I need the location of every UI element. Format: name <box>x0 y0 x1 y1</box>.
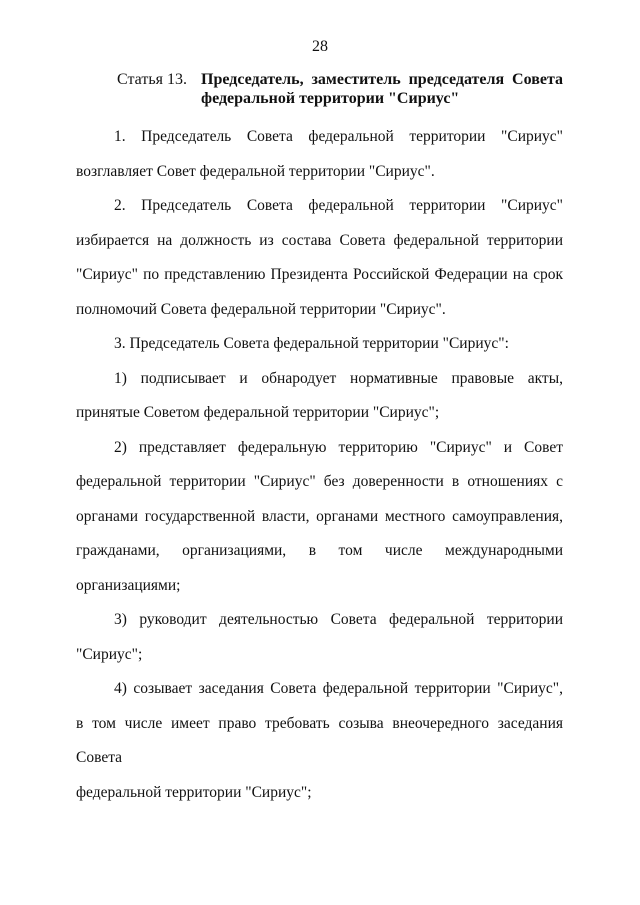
text-line: 3) руководит деятельностью Совета федеральной территории <box>114 611 563 628</box>
paragraph <box>76 327 563 362</box>
list-item <box>76 603 563 672</box>
paragraph <box>76 189 563 327</box>
paragraph <box>76 120 563 189</box>
text-line: 2) представляет федеральную территорию "Сириус" и Совет <box>114 438 563 456</box>
text-line: принятые Советом федеральной территории "Сириус"; <box>76 404 440 421</box>
text-line: федеральной территории "Сириус"; <box>76 783 312 801</box>
article-label: Статья 13. <box>117 71 187 88</box>
article-title-line: Председатель, заместитель председателя Совета <box>201 71 563 88</box>
page-number: 28 <box>312 38 328 55</box>
list-item <box>76 672 563 810</box>
text-line: федеральной территории "Сириус" без доверенности в отношениях с <box>76 473 563 490</box>
text-line: избирается на должность из состава Совета федеральной территории <box>76 231 563 249</box>
text-line: "Сириус" по представлению Президента Российской Федерации на срок <box>76 266 563 283</box>
text-line: "Сириус"; <box>76 645 143 663</box>
text-line: 3. Председатель Совета федеральной территории "Сириус": <box>114 335 509 352</box>
text-line: органами государственной власти, органами местного самоуправления, <box>76 507 563 525</box>
text-line: гражданами, организациями, в том числе международными <box>76 542 563 559</box>
list-item <box>76 362 563 431</box>
text-line: организациями; <box>76 576 181 594</box>
text-line: 4) созывает заседания Совета федеральной территории "Сириус", <box>114 680 563 697</box>
text-line: в том числе имеет право требовать созыва внеочередного заседания Совета <box>76 714 563 766</box>
text-line: 2. Председатель Совета федеральной территории "Сириус" <box>114 197 563 214</box>
article-title-line: федеральной территории "Сириус" <box>201 90 460 107</box>
text-line: 1. Председатель Совета федеральной территории "Сириус" <box>114 128 563 145</box>
text-line: 1) подписывает и обнародует нормативные правовые акты, <box>114 369 563 387</box>
text-line: полномочий Совета федеральной территории "Сириус". <box>76 300 446 318</box>
document-body <box>76 120 563 810</box>
list-item <box>76 431 563 604</box>
article-title <box>201 70 563 108</box>
text-line: возглавляет Совет федеральной территории "Сириус". <box>76 162 435 180</box>
